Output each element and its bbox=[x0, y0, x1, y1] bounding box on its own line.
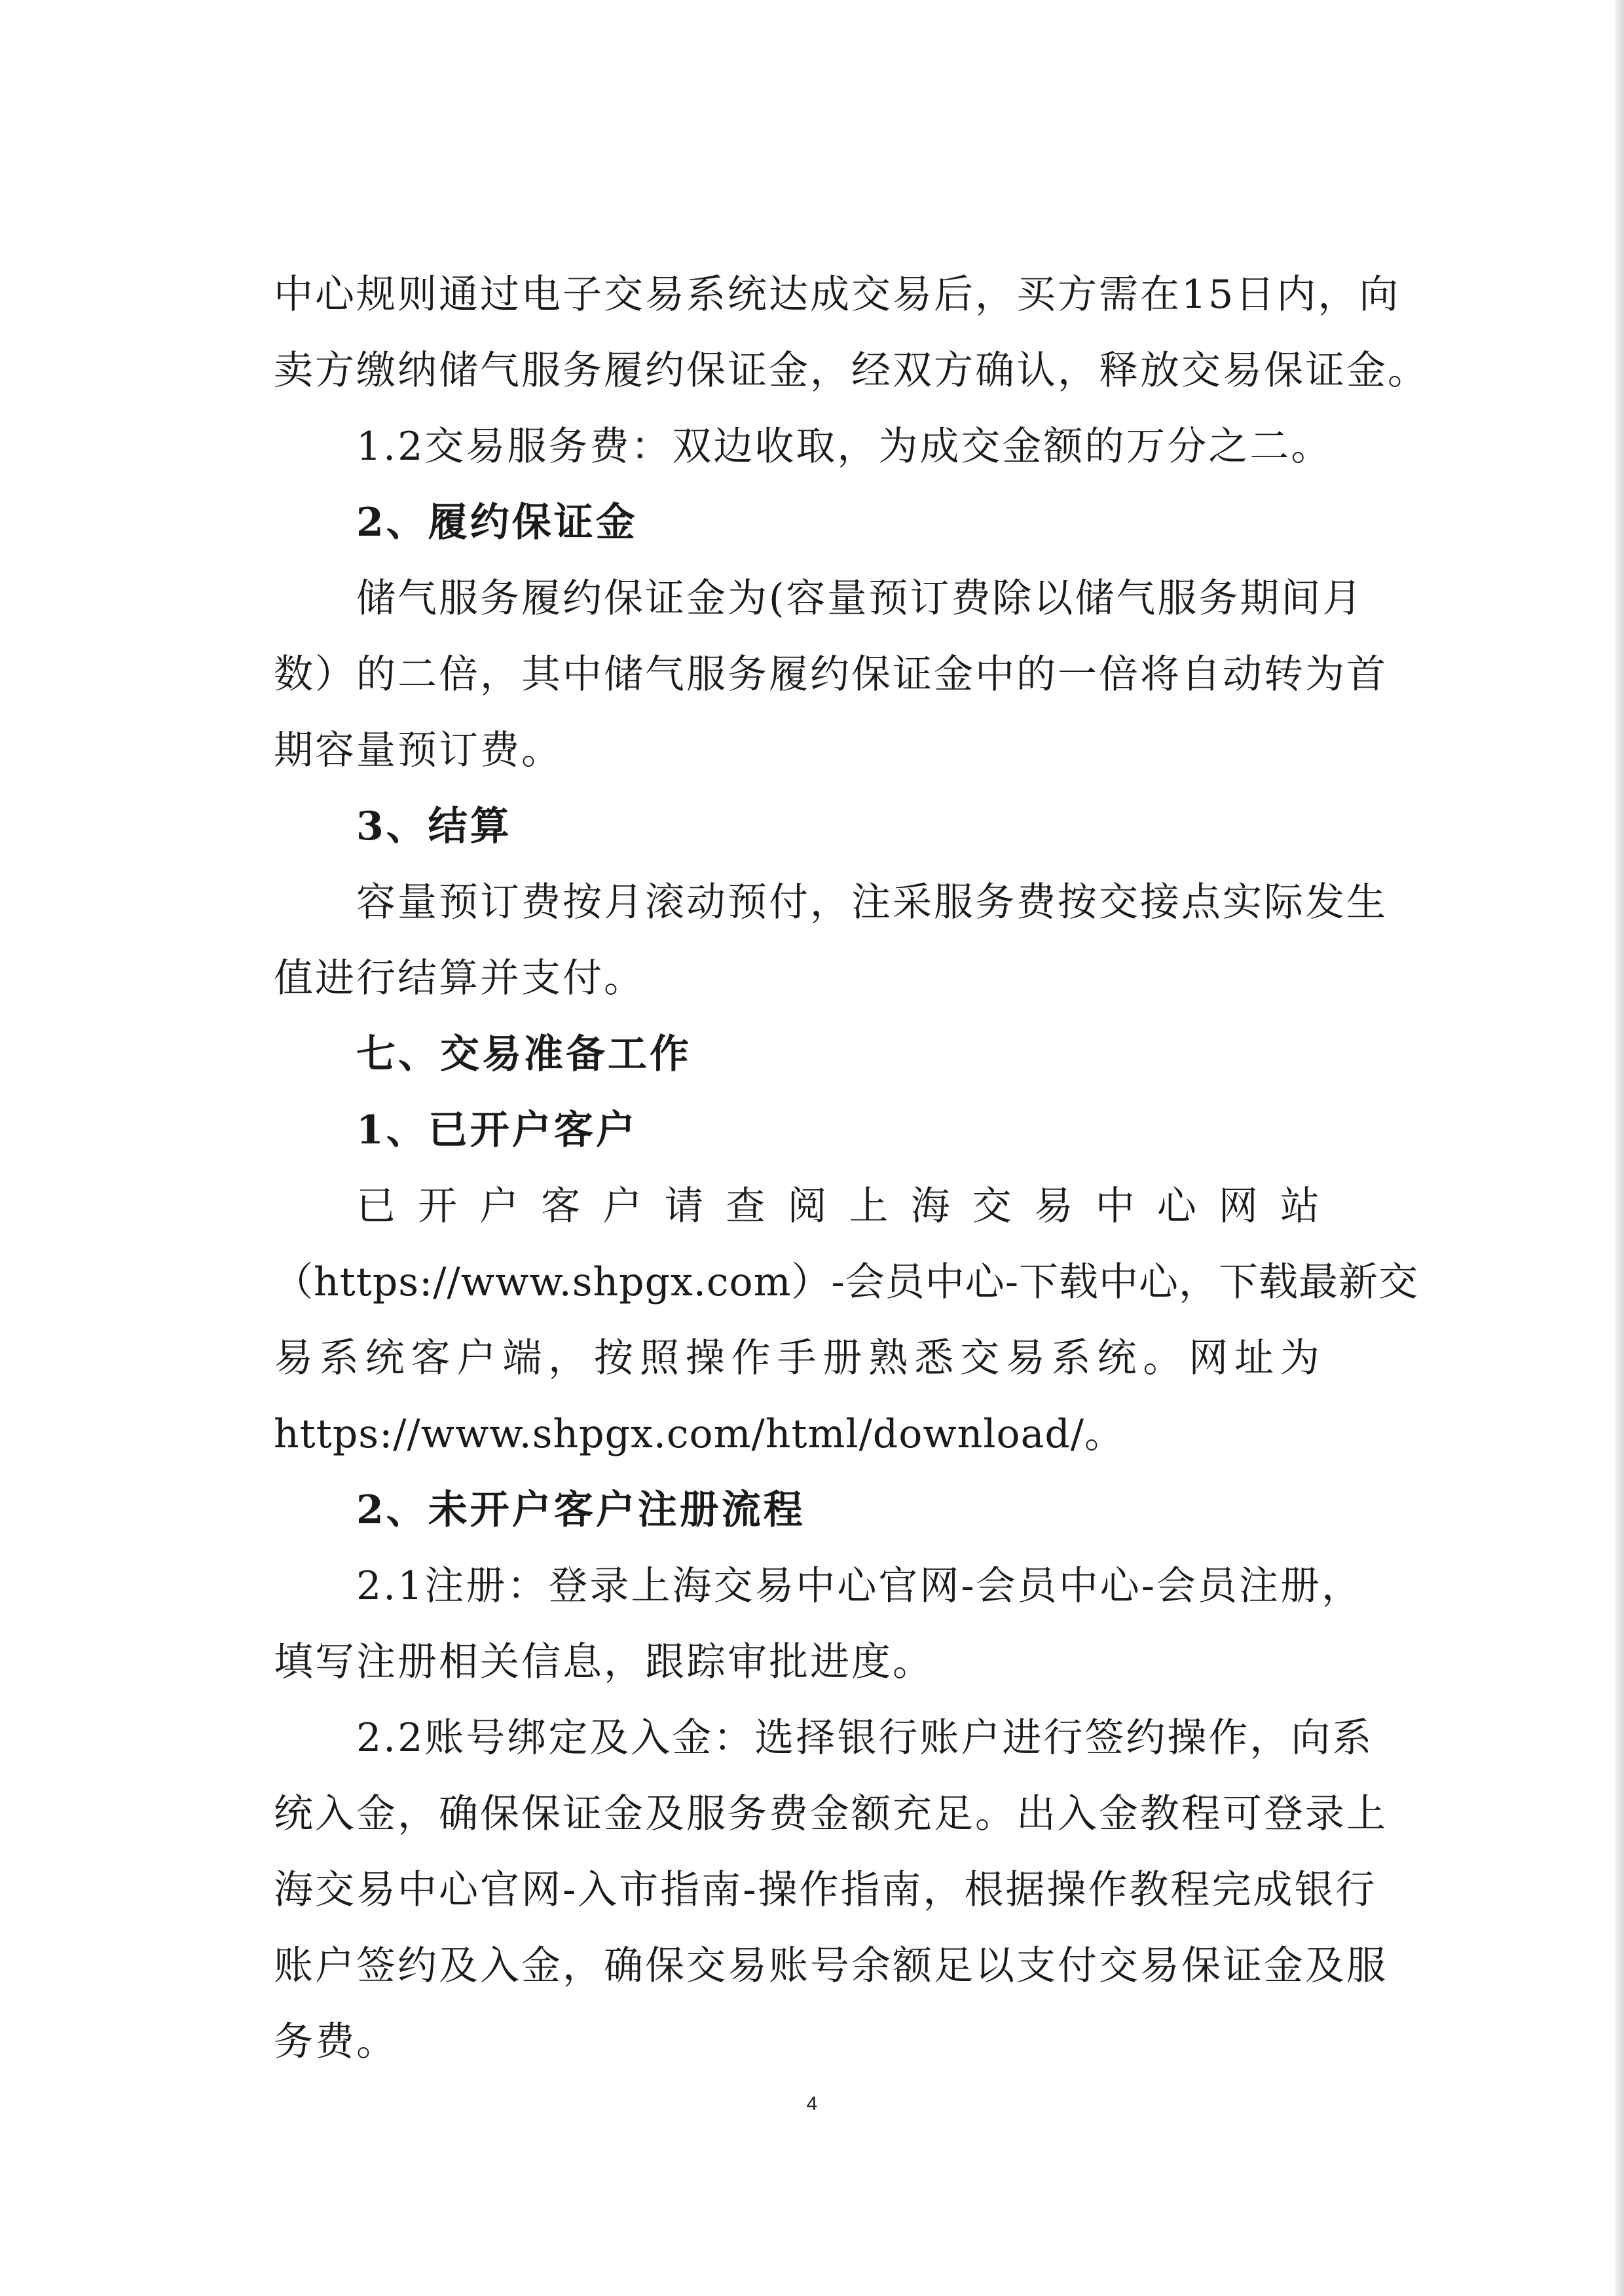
body-text-line: 账户签约及入金，确保交易账号余额足以支付交易保证金及服 bbox=[274, 1943, 1388, 1989]
body-text-line: 中心规则通过电子交易系统达成交易后，买方需在15日内，向 bbox=[274, 272, 1401, 318]
section-heading: 2、未开户客户注册流程 bbox=[356, 1487, 805, 1533]
body-text-line: 填写注册相关信息，跟踪审批进度。 bbox=[274, 1639, 934, 1685]
body-text-line: 海交易中心官网-入市指南-操作指南，根据操作教程完成银行 bbox=[274, 1867, 1377, 1913]
page-edge-shadow bbox=[1615, 0, 1624, 2296]
body-text-line: 卖方缴纳储气服务履约保证金，经双方确认，释放交易保证金。 bbox=[274, 348, 1429, 394]
body-text-line: 务费。 bbox=[274, 2019, 397, 2065]
body-text-line: 已开户客户请查阅上海交易中心网站 bbox=[356, 1183, 1321, 1229]
body-text-line: 容量预订费按月滚动预付，注采服务费按交接点实际发生 bbox=[356, 880, 1388, 925]
url-text-line: https://www.shpgx.com/html/download/。 bbox=[274, 1411, 1125, 1457]
url-text-line: （https://www.shpgx.com）-会员中心-下载中心，下载最新交 bbox=[274, 1259, 1419, 1305]
section-heading: 2、履约保证金 bbox=[356, 500, 638, 546]
body-text-line: 2.1注册：登录上海交易中心官网-会员中心-会员注册， bbox=[356, 1563, 1363, 1609]
document-body bbox=[274, 257, 1429, 2080]
section-heading: 1、已开户客户 bbox=[356, 1107, 638, 1153]
body-text-line: 2.2账号绑定及入金：选择银行账户进行签约操作，向系 bbox=[356, 1715, 1374, 1761]
body-text-line: 期容量预订费。 bbox=[274, 728, 563, 773]
body-text-line: 数）的二倍，其中储气服务履约保证金中的一倍将自动转为首 bbox=[274, 652, 1388, 697]
body-text-line: 易系统客户端，按照操作手册熟悉交易系统。网址为 bbox=[274, 1335, 1321, 1381]
body-text-line: 统入金，确保保证金及服务费金额充足。出入金教程可登录上 bbox=[274, 1791, 1388, 1837]
body-text-line: 储气服务履约保证金为(容量预订费除以储气服务期间月 bbox=[356, 576, 1364, 621]
body-text-line: 值进行结算并支付。 bbox=[274, 955, 645, 1001]
chapter-heading: 七、交易准备工作 bbox=[356, 1031, 692, 1077]
body-text-line: 1.2交易服务费：双边收取，为成交金额的万分之二。 bbox=[356, 424, 1333, 470]
page-number: 4 bbox=[806, 2093, 818, 2115]
section-heading: 3、结算 bbox=[356, 804, 512, 849]
